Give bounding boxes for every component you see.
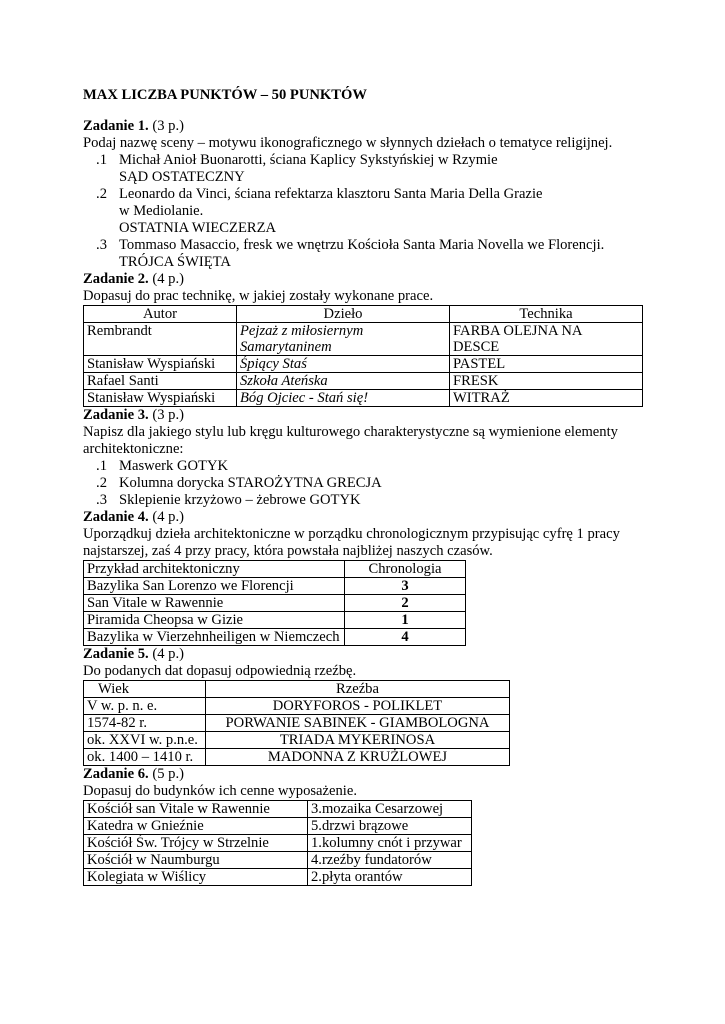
table-cell-autor: Rembrandt	[84, 323, 237, 356]
task-5-heading	[83, 646, 643, 663]
table-cell-rzezba: PORWANIE SABINEK - GIAMBOLOGNA	[206, 715, 510, 732]
task-6-instruction: Dopasuj do budynków ich cenne wyposażenie.	[83, 783, 357, 799]
table-cell-technika	[450, 323, 643, 356]
table-cell-dzielo: Śpiący Staś	[237, 356, 450, 373]
table-cell-building: Kościół w Naumburgu	[84, 852, 308, 869]
table-row	[84, 869, 472, 886]
column-header-przyklad: Przykład architektoniczny	[84, 561, 345, 578]
table-cell-building: Kolegiata w Wiślicy	[84, 869, 308, 886]
table-header-row	[84, 306, 643, 323]
task-6-table	[83, 800, 472, 886]
table-cell-name: San Vitale w Rawennie	[84, 595, 345, 612]
list-item-answer: TRÓJCA ŚWIĘTA	[119, 254, 231, 270]
table-row	[84, 835, 472, 852]
column-header-dzielo: Dzieło	[237, 306, 450, 323]
column-header-chronologia: Chronologia	[345, 561, 466, 578]
table-row	[84, 852, 472, 869]
cell-line: Pejzaż z miłosiernym	[240, 323, 364, 339]
task-4-points: (4 p.)	[148, 509, 184, 525]
list-item-answer: SĄD OSTATECZNY	[119, 169, 245, 185]
table-cell-rzezba: TRIADA MYKERINOSA	[206, 732, 510, 749]
list-item: 3. Tommaso Masaccio, fresk we wnętrzu Kościoła Santa Maria Novella we Florencji. TRÓJCA ŚWIĘTA	[83, 237, 643, 271]
list-item-text: Kolumna dorycka STAROŻYTNA GRECJA	[119, 475, 382, 491]
task-1-instruction: Podaj nazwę sceny – motywu ikonograficznego w słynnych dziełach o tematyce religijnej.	[83, 135, 613, 151]
table-row	[84, 818, 472, 835]
task-5-instruction: Do podanych dat dopasuj odpowiednią rzeźbę.	[83, 663, 357, 679]
task-4-heading	[83, 509, 643, 526]
task-2-points: (4 p.)	[148, 271, 184, 287]
table-row	[84, 578, 466, 595]
list-item-text: Tommaso Masaccio, fresk we wnętrzu Kościoła Santa Maria Novella we Florencji.	[119, 237, 605, 253]
task-1-heading	[83, 118, 643, 135]
table-row	[84, 390, 643, 407]
table-cell-technika: FRESK	[450, 373, 643, 390]
task-6-label: Zadanie 6.	[83, 766, 149, 782]
document-page	[83, 87, 643, 886]
table-cell-wiek: V w. p. n. e.	[84, 698, 206, 715]
task-3-list	[83, 458, 643, 509]
task-3-points: (3 p.)	[148, 407, 184, 423]
task-4-instruction-continued: najstarszej, zaś 4 przy pracy, która powstała najbliżej naszych czasów.	[83, 543, 493, 559]
list-item-text-continued: w Mediolanie.	[119, 203, 204, 219]
table-cell-name: Bazylika San Lorenzo we Florencji	[84, 578, 345, 595]
task-6-points: (5 p.)	[148, 766, 184, 782]
table-cell-equipment: 2.płyta orantów	[308, 869, 472, 886]
table-cell-name: Piramida Cheopsa w Gizie	[84, 612, 345, 629]
table-cell-dzielo: Szkoła Ateńska	[237, 373, 450, 390]
table-cell-autor: Stanisław Wyspiański	[84, 356, 237, 373]
table-row	[84, 749, 510, 766]
cell-line: FARBA OLEJNA NA	[453, 323, 583, 339]
table-cell-chronology: 4	[345, 629, 466, 646]
table-cell-equipment: 4.rzeźby fundatorów	[308, 852, 472, 869]
table-cell-rzezba: MADONNA Z KRUŻLOWEJ	[206, 749, 510, 766]
table-cell-building: Kościół Św. Trójcy w Strzelnie	[84, 835, 308, 852]
task-5-points: (4 p.)	[148, 646, 184, 662]
list-item: 3. Sklepienie krzyżowo – żebrowe GOTYK	[96, 492, 361, 508]
table-row	[84, 356, 643, 373]
table-cell-chronology: 3	[345, 578, 466, 595]
table-cell-equipment: 1.kolumny cnót i przywar	[308, 835, 472, 852]
column-header-rzezba: Rzeźba	[206, 681, 510, 698]
table-cell-technika: WITRAŻ	[450, 390, 643, 407]
table-cell-rzezba: DORYFOROS - POLIKLET	[206, 698, 510, 715]
column-header-technika: Technika	[450, 306, 643, 323]
table-cell-wiek: 1574-82 r.	[84, 715, 206, 732]
table-row	[84, 323, 643, 356]
table-row	[84, 732, 510, 749]
task-1-points: (3 p.)	[148, 118, 184, 134]
task-4-label: Zadanie 4.	[83, 509, 149, 525]
table-cell-equipment: 3.mozaika Cesarzowej	[308, 801, 472, 818]
column-header-wiek: Wiek	[84, 681, 206, 698]
task-3-instruction-continued: architektoniczne:	[83, 441, 184, 457]
table-row	[84, 715, 510, 732]
table-row	[84, 373, 643, 390]
task-4-table	[83, 560, 466, 646]
table-cell-wiek: ok. XXVI w. p.n.e.	[84, 732, 206, 749]
table-row	[84, 698, 510, 715]
task-3-heading	[83, 407, 643, 424]
list-item-text: Maswerk GOTYK	[119, 458, 229, 474]
task-2-instruction: Dopasuj do prac technikę, w jakiej zostały wykonane prace.	[83, 288, 434, 304]
table-row	[84, 801, 472, 818]
page-title: MAX LICZBA PUNKTÓW – 50 PUNKTÓW	[83, 87, 367, 103]
table-cell-autor: Rafael Santi	[84, 373, 237, 390]
task-1-label: Zadanie 1.	[83, 118, 149, 134]
table-cell-name: Bazylika w Vierzehnheiligen w Niemczech	[84, 629, 345, 646]
task-6-heading	[83, 766, 643, 783]
list-item-text: Sklepienie krzyżowo – żebrowe GOTYK	[119, 492, 361, 508]
table-cell-technika: PASTEL	[450, 356, 643, 373]
task-5-table	[83, 680, 510, 766]
task-2-table	[83, 305, 643, 407]
column-header-autor: Autor	[84, 306, 237, 323]
task-3-label: Zadanie 3.	[83, 407, 149, 423]
table-cell-building: Kościół san Vitale w Rawennie	[84, 801, 308, 818]
table-cell-equipment: 5.drzwi brązowe	[308, 818, 472, 835]
table-row	[84, 595, 466, 612]
list-item: 1. Michał Anioł Buonarotti, ściana Kaplicy Sykstyńskiej w Rzymie SĄD OSTATECZNY	[83, 152, 643, 186]
table-row	[84, 629, 466, 646]
table-row	[84, 612, 466, 629]
list-item: 2. Kolumna dorycka STAROŻYTNA GRECJA	[96, 475, 382, 491]
table-header-row	[84, 561, 466, 578]
list-item-answer: OSTATNIA WIECZERZA	[119, 220, 277, 236]
list-item-text: Michał Anioł Buonarotti, ściana Kaplicy Sykstyńskiej w Rzymie	[119, 152, 498, 168]
list-item-text: Leonardo da Vinci, ściana refektarza klasztoru Santa Maria Della Grazie	[119, 186, 543, 202]
table-cell-autor: Stanisław Wyspiański	[84, 390, 237, 407]
cell-line: DESCE	[453, 339, 500, 355]
table-cell-dzielo: Bóg Ojciec - Stań się!	[237, 390, 450, 407]
task-2-heading	[83, 271, 643, 288]
cell-line: Samarytaninem	[240, 339, 332, 355]
table-cell-chronology: 2	[345, 595, 466, 612]
task-2-label: Zadanie 2.	[83, 271, 149, 287]
list-item: 2. Leonardo da Vinci, ściana refektarza klasztoru Santa Maria Della Grazie w Mediolanie. OSTATNIA WIECZERZA	[83, 186, 643, 237]
table-cell-wiek: ok. 1400 – 1410 r.	[84, 749, 206, 766]
table-header-row	[84, 681, 510, 698]
table-cell-dzielo	[237, 323, 450, 356]
task-3-instruction: Napisz dla jakiego stylu lub kręgu kulturowego charakterystyczne są wymienione elementy	[83, 424, 618, 440]
table-cell-building: Katedra w Gnieźnie	[84, 818, 308, 835]
task-1-list	[83, 152, 643, 271]
list-item: 1. Maswerk GOTYK	[96, 458, 229, 474]
table-cell-chronology: 1	[345, 612, 466, 629]
task-4-instruction: Uporządkuj dzieła architektoniczne w porządku chronologicznym przypisując cyfrę 1 pracy	[83, 526, 620, 542]
task-5-label: Zadanie 5.	[83, 646, 149, 662]
